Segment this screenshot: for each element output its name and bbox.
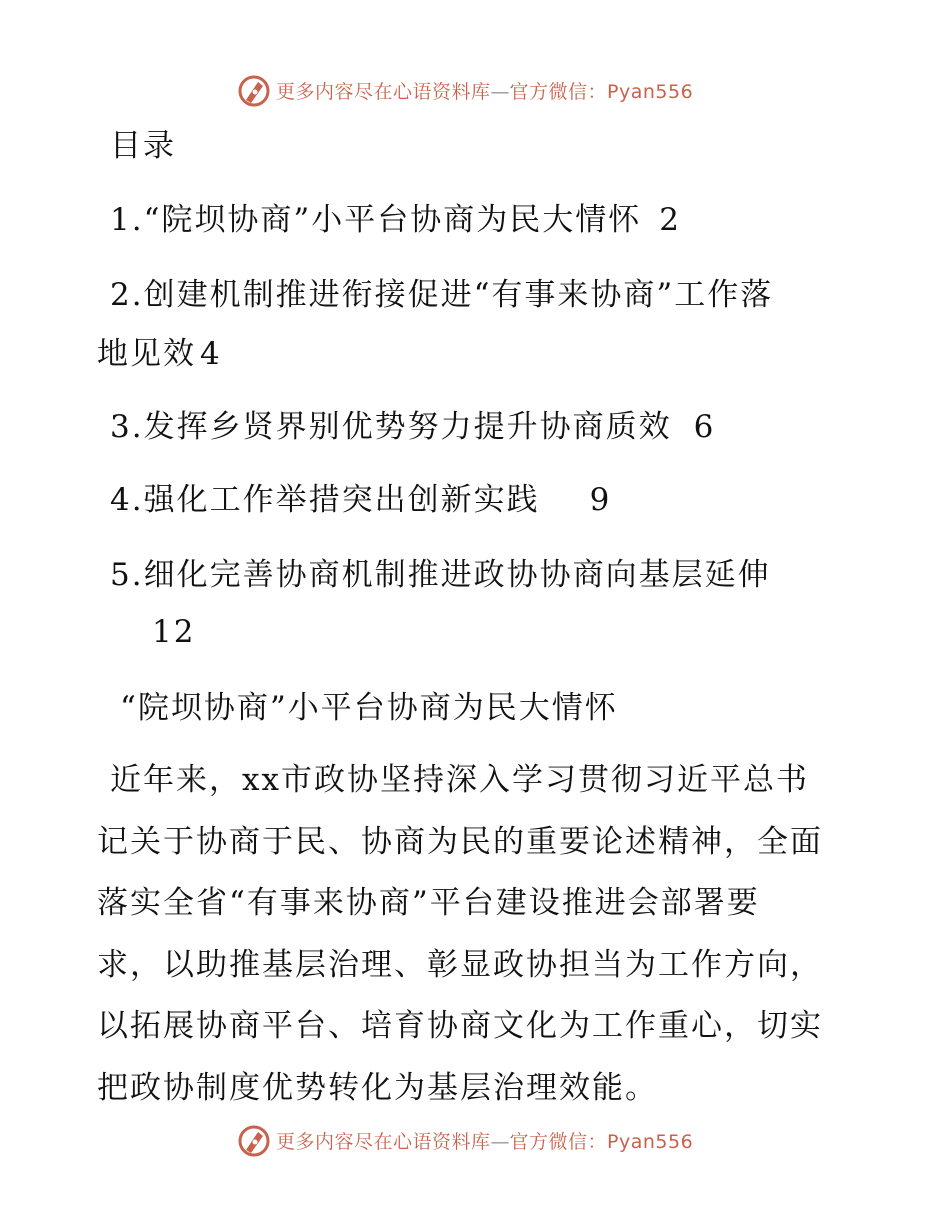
toc-page-number: 2 <box>659 202 682 238</box>
toc-item-3[interactable]: 3.发挥乡贤界别优势努力提升协商质效 6 <box>110 409 716 445</box>
paragraph-line: 求，以助推基层治理、彰显政协担当为工作方向， <box>97 946 823 983</box>
paragraph-line: 近年来，xx市政协坚持深入学习贯彻习近平总书 <box>110 762 809 798</box>
toc-item-5-page[interactable] <box>152 612 195 652</box>
paragraph-line: 落实全省“有事来协商”平台建设推进会部署要 <box>97 885 760 922</box>
toc-page-number: 9 <box>589 482 612 518</box>
toc-page-number: 12 <box>152 614 196 650</box>
toc-item-2-continued[interactable]: 地见效 4 <box>97 336 222 372</box>
pen-nib-logo-icon <box>236 72 272 108</box>
toc-item-1[interactable]: 1.“院坝协商”小平台协商为民大情怀 2 <box>110 202 682 238</box>
paragraph-line: 把政协制度优势转化为基层治理效能。 <box>97 1069 658 1106</box>
section-paragraph <box>97 760 857 1130</box>
toc-item-5[interactable]: 5.细化完善协商机制推进政协协商向基层延伸 <box>110 557 771 593</box>
pen-nib-logo-icon <box>236 1122 272 1158</box>
toc-page-number: 4 <box>200 336 222 372</box>
toc-page-number: 6 <box>693 409 716 445</box>
watermark-text: 更多内容尽在心语资料库—官方微信：Pyan556 <box>276 80 694 103</box>
watermark-footer <box>236 1120 693 1160</box>
section-title: “院坝协商”小平台协商为民大情怀 <box>120 690 618 726</box>
toc-item-2[interactable]: 2.创建机制推进衔接促进“有事来协商”工作落 <box>110 277 774 313</box>
paragraph-line: 以拓展协商平台、培育协商文化为工作重心，切实 <box>97 1008 823 1045</box>
toc-item-4[interactable]: 4.强化工作举措突出创新实践 9 <box>110 482 612 518</box>
toc-title: 目录 <box>110 128 176 164</box>
watermark-header <box>236 70 693 110</box>
paragraph-line: 记关于协商于民、协商为民的重要论述精神，全面 <box>97 823 823 860</box>
watermark-text: 更多内容尽在心语资料库—官方微信：Pyan556 <box>276 1130 694 1153</box>
